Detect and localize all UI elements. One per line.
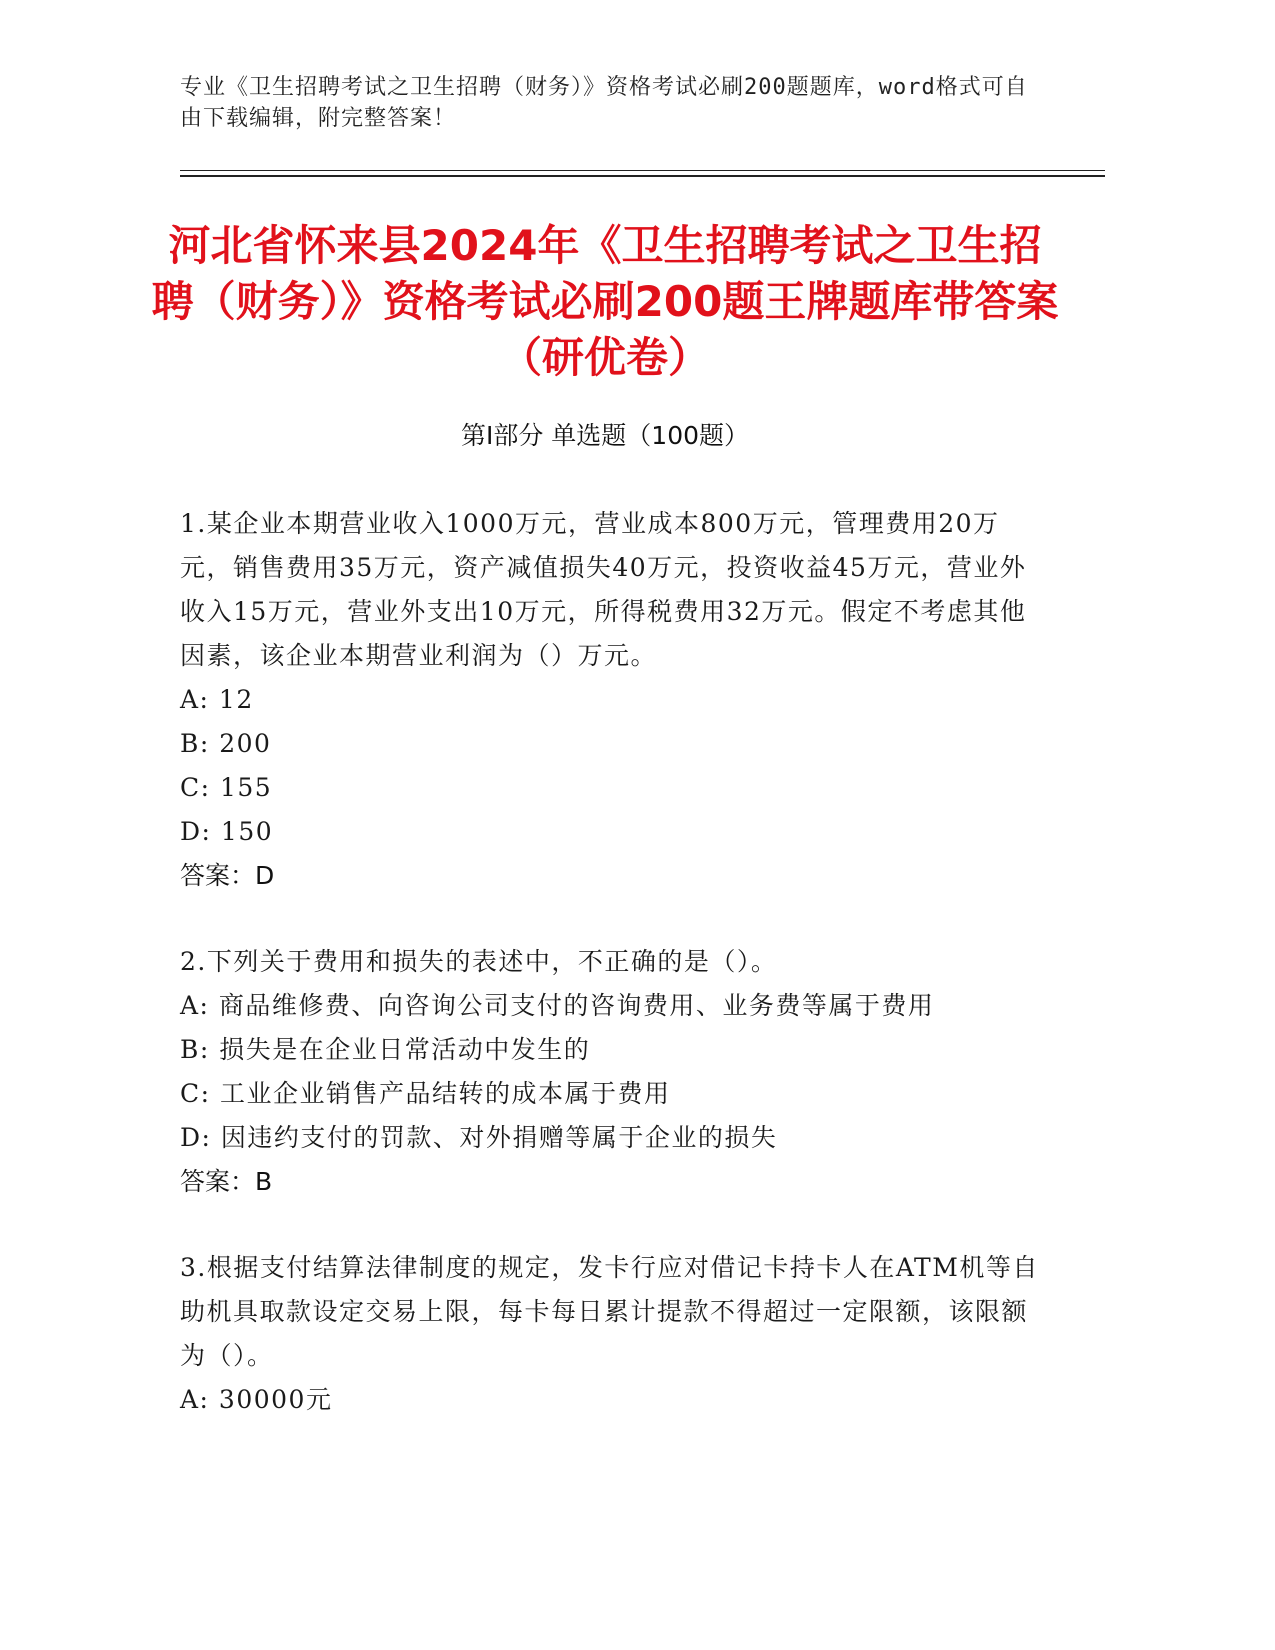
question-1 — [180, 502, 1040, 898]
option-c: C: 155 — [180, 773, 273, 802]
option-d: D: 150 — [180, 817, 274, 846]
option-a: A: 30000元 — [180, 1385, 333, 1414]
option-a: A: 12 — [180, 685, 254, 714]
option-b: B: 损失是在企业日常活动中发生的 — [180, 1035, 591, 1064]
option-a: A: 商品维修费、向咨询公司支付的咨询费用、业务费等属于费用 — [180, 991, 935, 1020]
question-2 — [180, 940, 1040, 1204]
document-title: 河北省怀来县2024年《卫生招聘考试之卫生招聘（财务）》资格考试必刷200题王牌题库带答案（研优卷） — [151, 221, 1059, 382]
answer-line: 答案：D — [180, 861, 275, 890]
option-c: C: 工业企业销售产品结转的成本属于费用 — [180, 1079, 671, 1108]
question-list — [180, 502, 1040, 1464]
question-stem: 3.根据支付结算法律制度的规定，发卡行应对借记卡持卡人在ATM机等自助机具取款设定交易上限，每卡每日累计提款不得超过一定限额，该限额为（）。 — [180, 1253, 1039, 1370]
option-d: D: 因违约支付的罚款、对外捐赠等属于企业的损失 — [180, 1123, 778, 1152]
question-stem: 1.某企业本期营业收入1000万元，营业成本800万元，管理费用20万元，销售费用35万元，资产减值损失40万元，投资收益45万元，营业外收入15万元，营业外支出10万元，所得税费用32万元。假定不考虑其他因素，该企业本期营业利润为（）万元。 — [180, 509, 1027, 670]
section-heading: 第Ⅰ部分 单选题（100题） — [460, 421, 750, 450]
header-divider — [180, 170, 1105, 177]
header-note: 专业《卫生招聘考试之卫生招聘（财务）》资格考试必刷200题题库，word格式可自由下载编辑，附完整答案！ — [180, 75, 1028, 131]
option-b: B: 200 — [180, 729, 272, 758]
question-3 — [180, 1246, 1040, 1422]
answer-line: 答案：B — [180, 1167, 273, 1196]
question-stem: 2.下列关于费用和损失的表述中，不正确的是（）。 — [180, 947, 778, 976]
